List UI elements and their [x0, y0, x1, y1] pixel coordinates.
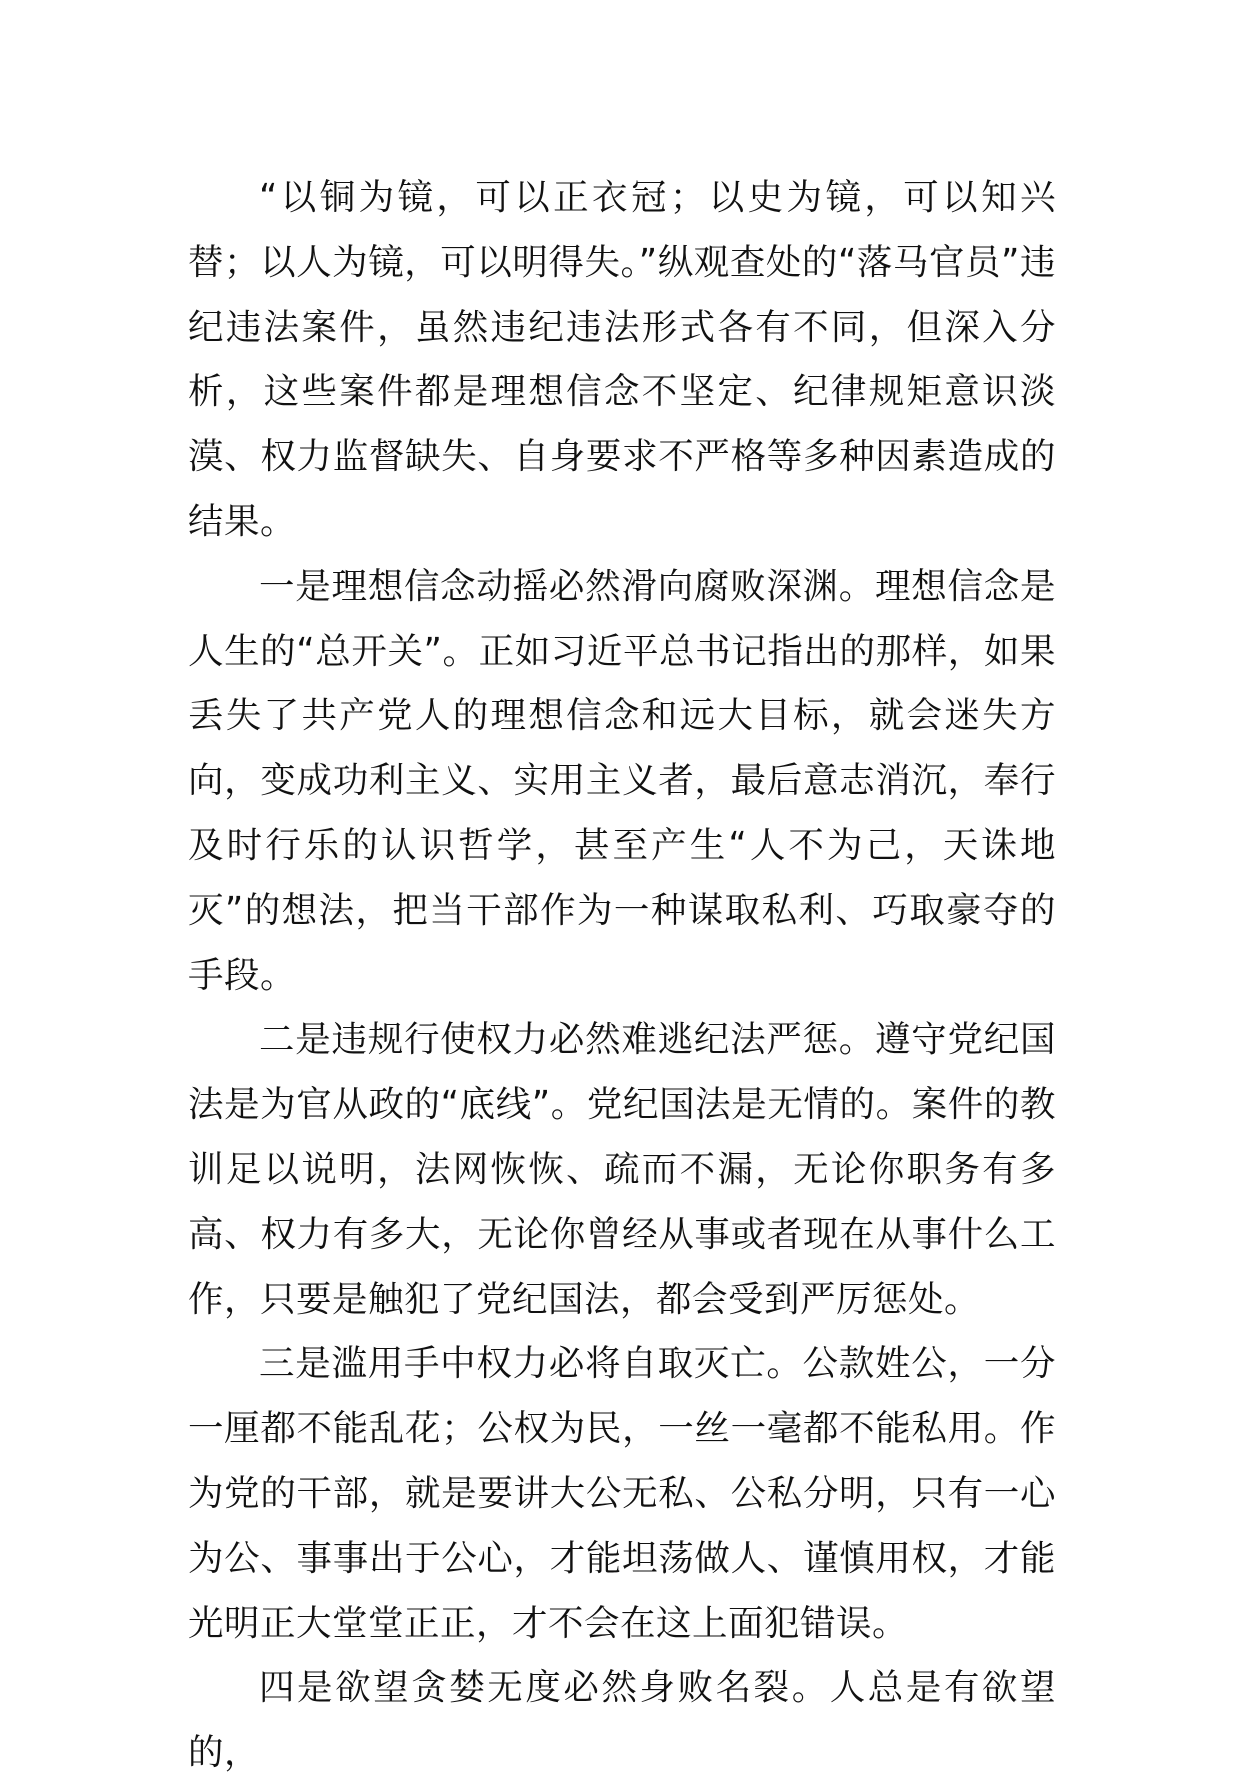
- document-body: [188, 166, 1056, 1786]
- paragraph-point-1: 一是理想信念动摇必然滑向腐败深渊。理想信念是人生的“总开关”。正如习近平总书记指出的那样，如果丢失了共产党人的理想信念和远大目标，就会迷失方向，变成功利主义、实用主义者，最后意志消沉，奉行及时行乐的认识哲学，甚至产生“人不为己，天诛地灭”的想法，把当干部作为一种谋取私利、巧取豪夺的手段。: [188, 565, 1056, 996]
- paragraph-intro: “以铜为镜，可以正衣冠；以史为镜，可以知兴替；以人为镜，可以明得失。”纵观查处的“落马官员”违纪违法案件，虽然违纪违法形式各有不同，但深入分析，这些案件都是理想信念不坚定、纪律规矩意识淡漠、权力监督缺失、自身要求不严格等多种因素造成的结果。: [188, 177, 1056, 542]
- paragraph-point-2: 二是违规行使权力必然难逃纪法严惩。遵守党纪国法是为官从政的“底线”。党纪国法是无情的。案件的教训足以说明，法网恢恢、疏而不漏，无论你职务有多高、权力有多大，无论你曾经从事或者现在从事什么工作，只要是触犯了党纪国法，都会受到严厉惩处。: [188, 1019, 1056, 1320]
- paragraph-point-3: 三是滥用手中权力必将自取灭亡。公款姓公，一分一厘都不能乱花；公权为民，一丝一毫都不能私用。作为党的干部，就是要讲大公无私、公私分明，只有一心为公、事事出于公心，才能坦荡做人、谨慎用权，才能光明正大堂堂正正，才不会在这上面犯错误。: [188, 1343, 1056, 1644]
- paragraph-point-4: 四是欲望贪婪无度必然身败名裂。人总是有欲望的，: [188, 1667, 1056, 1774]
